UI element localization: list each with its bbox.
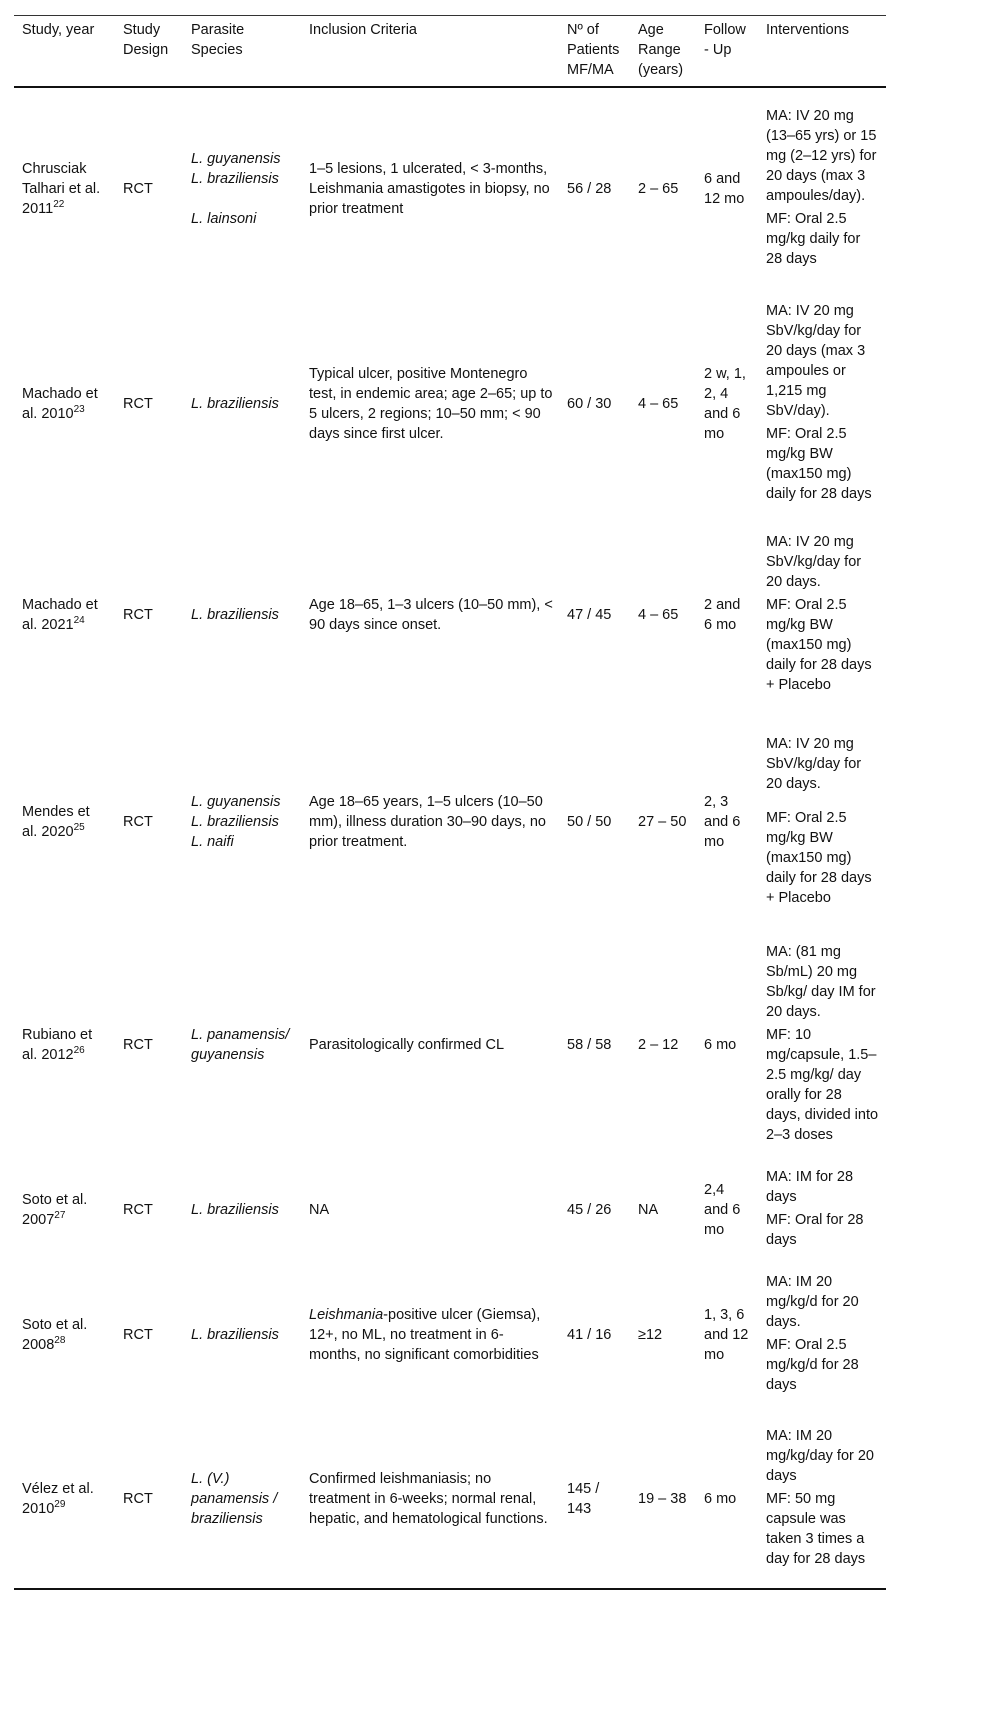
criteria-cell: Confirmed leishmaniasis; no treatment in 6-weeks; normal renal, hepatic, and hematological functions. xyxy=(309,1470,548,1527)
table-row xyxy=(14,931,886,1159)
age-cell: 2 – 65 xyxy=(638,181,679,197)
design-cell: RCT xyxy=(123,1202,153,1218)
age-cell: 4 – 65 xyxy=(638,395,679,412)
header-study: Study, year xyxy=(22,22,95,38)
interventions-cell: MA: IM for 28 days MF: Oral for 28 days xyxy=(766,1169,864,1248)
study-cell: Chrusciak Talhari et al. 2011$^{22}$ xyxy=(22,161,101,217)
header-species: Parasite Species xyxy=(191,22,245,58)
table-row xyxy=(14,87,886,290)
table-row xyxy=(14,1409,886,1589)
study-cell: Soto et al. 2008$^{28}$ xyxy=(22,1317,88,1353)
header-interventions: Interventions xyxy=(766,22,850,38)
species-cell: L. braziliensis xyxy=(191,395,279,412)
species-cell: L. guyanensis L. braziliensis L. naifi xyxy=(191,794,281,850)
age-cell: NA xyxy=(638,1202,659,1218)
age-cell: 4 – 65 xyxy=(638,607,679,623)
table-row xyxy=(14,290,886,517)
follow-up-cell: 2,4 and 6 mo xyxy=(704,1182,741,1238)
study-cell: Rubiano et al. 2012$^{26}$ xyxy=(22,1027,93,1063)
interventions-cell: MA: IV 20 mg (13–65 yrs) or 15 mg (2–12 yrs) for 20 days (max 3 ampoules/day). MF: Oral 2.5 mg/kg daily for 28 days xyxy=(766,108,877,267)
species-cell: L. panamensis/ guyanensis xyxy=(191,1027,290,1063)
study-cell: Vélez et al. 2010$^{29}$ xyxy=(22,1480,94,1517)
table-row xyxy=(14,517,886,713)
species-cell: L. braziliensis xyxy=(191,1202,279,1218)
design-cell: RCT xyxy=(123,814,153,830)
patients-cell: 47 / 45 xyxy=(567,607,612,623)
interventions-cell: MA: (81 mg Sb/mL) 20 mg Sb/kg/ day IM for 20 days. MF: 10 mg/capsule, 1.5–2.5 mg/kg/ day orally for 28 days, divided into 2–3 doses xyxy=(766,944,879,1143)
age-cell: ≥12 xyxy=(638,1327,663,1343)
patients-cell: 60 / 30 xyxy=(567,395,612,412)
design-cell: RCT xyxy=(123,181,153,197)
study-cell: Mendes et al. 2020$^{25}$ xyxy=(22,804,90,840)
study-cell: Machado et al. 2010$^{23}$ xyxy=(22,385,98,422)
criteria-cell: Age 18–65 years, 1–5 ulcers (10–50 mm), illness duration 30–90 days, no prior treatment. xyxy=(309,794,546,850)
criteria-cell: Typical ulcer, positive Montenegro test, in endemic area; age 2–65; up to 5 ulcers, 2 regions; 10–50 mm; < 90 days since first ulcer. xyxy=(309,365,553,442)
design-cell: RCT xyxy=(123,607,153,623)
design-cell: RCT xyxy=(123,1037,153,1053)
header-patients: Nº of Patients MF/MA xyxy=(567,22,620,78)
follow-up-cell: 2 w, 1, 2, 4 and 6 mo xyxy=(704,365,746,442)
interventions-cell: MA: IM 20 mg/kg/day for 20 days MF: 50 mg capsule was taken 3 times a day for 28 days xyxy=(766,1427,874,1567)
age-cell: 2 – 12 xyxy=(638,1037,679,1053)
follow-up-cell: 6 mo xyxy=(704,1037,737,1053)
design-cell: RCT xyxy=(123,395,153,412)
header-follow-up: Follow - Up xyxy=(704,22,746,58)
age-cell: 19 – 38 xyxy=(638,1490,687,1507)
interventions-cell: MA: IV 20 mg SbV/kg/day for 20 days. MF: Oral 2.5 mg/kg BW (max150 mg) daily for 28 days + Placebo xyxy=(766,534,872,693)
table-row xyxy=(14,713,886,931)
header-age: Age Range (years) xyxy=(638,22,684,78)
study-cell: Machado et al. 2021$^{24}$ xyxy=(22,597,98,633)
follow-up-cell: 2 and 6 mo xyxy=(704,597,741,633)
follow-up-cell: 6 mo xyxy=(704,1490,737,1507)
patients-cell: 45 / 26 xyxy=(567,1202,612,1218)
species-cell: L. braziliensis xyxy=(191,1327,279,1343)
patients-cell: 58 / 58 xyxy=(567,1037,612,1053)
criteria-cell: Parasitologically confirmed CL xyxy=(309,1037,505,1053)
header-design: Study Design xyxy=(123,22,169,58)
species-cell: L. guyanensis L. braziliensis L. lainsoni xyxy=(191,151,281,227)
patients-cell: 41 / 16 xyxy=(567,1327,612,1343)
criteria-cell: Leishmania-positive ulcer (Giemsa), 12+, no ML, no treatment in 6-months, no significant comorbidities xyxy=(309,1307,541,1363)
interventions-cell: MA: IM 20 mg/kg/d for 20 days. MF: Oral 2.5 mg/kg/d for 28 days xyxy=(766,1274,859,1393)
follow-up-cell: 2, 3 and 6 mo xyxy=(704,794,741,850)
age-cell: 27 – 50 xyxy=(638,814,687,830)
species-cell: L. (V.) panamensis / braziliensis xyxy=(191,1470,278,1527)
patients-cell: 145 / 143 xyxy=(567,1480,600,1517)
criteria-cell: NA xyxy=(309,1202,330,1218)
follow-up-cell: 1, 3, 6 and 12 mo xyxy=(704,1307,749,1363)
table-row xyxy=(14,1159,886,1261)
patients-cell: 50 / 50 xyxy=(567,814,612,830)
interventions-cell: MA: IV 20 mg SbV/kg/day for 20 days. MF: Oral 2.5 mg/kg BW (max150 mg) daily for 28 days + Placebo xyxy=(766,735,872,906)
design-cell: RCT xyxy=(123,1490,153,1507)
follow-up-cell: 6 and 12 mo xyxy=(704,171,745,207)
studies-table xyxy=(14,15,886,1590)
header-row xyxy=(14,16,886,88)
interventions-cell: MA: IV 20 mg SbV/kg/day for 20 days (max 3 ampoules or 1,215 mg SbV/day). MF: Oral 2.5 mg/kg BW (max150 mg) daily for 28 days xyxy=(766,302,872,502)
design-cell: RCT xyxy=(123,1327,153,1343)
criteria-cell: 1–5 lesions, 1 ulcerated, < 3-months, Leishmania amastigotes in biopsy, no prior treatment xyxy=(309,161,550,217)
patients-cell: 56 / 28 xyxy=(567,181,612,197)
species-cell: L. braziliensis xyxy=(191,607,279,623)
table-row xyxy=(14,1261,886,1409)
study-cell: Soto et al. 2007$^{27}$ xyxy=(22,1192,88,1228)
criteria-cell: Age 18–65, 1–3 ulcers (10–50 mm), < 90 days since onset. xyxy=(309,597,553,633)
header-criteria: Inclusion Criteria xyxy=(309,22,417,38)
